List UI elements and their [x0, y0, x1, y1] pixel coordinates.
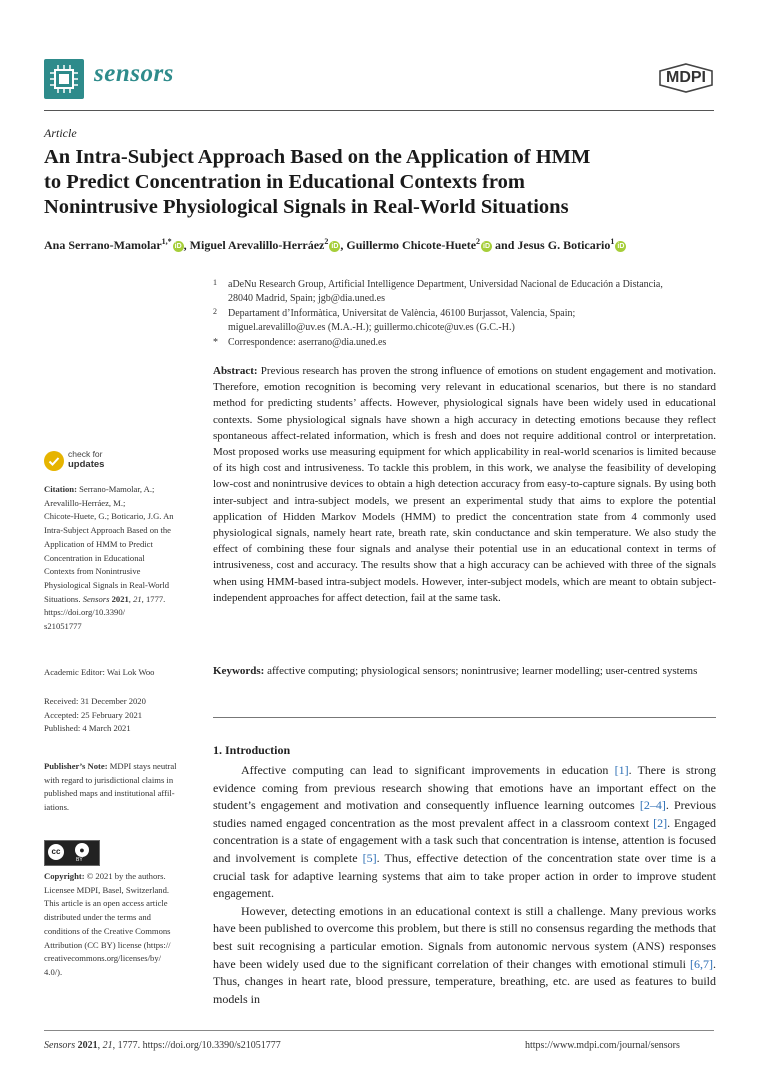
- academic-editor: Academic Editor: Wai Lok Woo: [44, 667, 155, 677]
- paper-title: [44, 145, 724, 220]
- copyright-line: distributed under the terms and: [44, 912, 151, 923]
- copyright-line[interactable]: 4.0/).: [44, 966, 63, 977]
- citation-line: Contexts from Nonintrusive: [44, 566, 141, 577]
- abstract-label: Abstract:: [213, 365, 258, 377]
- check-for-updates-button[interactable]: [44, 450, 124, 476]
- author-name[interactable]: Ana Serrano-Mamolar: [44, 238, 162, 252]
- copyright-line: This article is an open access article: [44, 898, 168, 909]
- citation-line: Intra-Subject Approach Based on the: [44, 525, 171, 536]
- citation-link[interactable]: [5]: [362, 850, 377, 865]
- citation-link[interactable]: [2]: [653, 815, 668, 830]
- citation-line: Physiological Signals in Real-World: [44, 579, 170, 590]
- publisher-note-line: with regard to jurisdictional claims in: [44, 774, 174, 785]
- text-run: . Previous studies named engaged concentration as the most prevalent affect in a classroom context: [213, 798, 717, 830]
- footer-doi[interactable]: , 1777. https://doi.org/10.3390/s21051777: [112, 1040, 281, 1051]
- citation-text: , 1777.: [141, 593, 166, 604]
- title-line: An Intra-Subject Approach Based on the Application of HMM: [44, 146, 591, 168]
- copyright-line: © 2021 by the authors.: [86, 871, 166, 881]
- citation-line: Situations. Sensors 2021, 21, 1777.: [44, 593, 166, 604]
- publisher-note-line: iations.: [44, 802, 70, 813]
- author-list: [44, 237, 626, 253]
- author-name[interactable]: Jesus G. Boticario: [517, 238, 611, 252]
- author-separator: ,: [183, 238, 190, 252]
- affiliations: [213, 278, 723, 350]
- abstract: [213, 363, 716, 606]
- title-line: Nonintrusive Physiological Signals in Real-World Situations: [44, 196, 569, 218]
- check-updates-line: updates: [68, 458, 105, 470]
- section-heading: 1. Introduction: [213, 743, 291, 757]
- text-run: . There is strong evidence coming from previous research showing that emotions have an important effect on the student’s engagement and motivation and consequently influence learning outcomes: [213, 763, 716, 813]
- author-affil-mark: 1,*: [161, 237, 172, 246]
- publisher-note-line: published maps and institutional affil-: [44, 788, 175, 799]
- citation-line: Application of HMM to Predict: [44, 538, 153, 549]
- author-name[interactable]: Miguel Arevalillo-Herráez: [189, 238, 325, 252]
- affiliation-line: aDeNu Research Group, Artificial Intelligence Department, Universidad Nacional de Educación a Distancia,: [228, 279, 663, 290]
- publisher-note-line: MDPI stays neutral: [109, 761, 177, 771]
- article-type: Article: [44, 126, 77, 140]
- text-run: . Thus, effective detection of the concentration state over time is a crucial task for adaptive learning systems that aim to take proper action in order to improve student engagement.: [213, 850, 716, 901]
- author-affil-mark: 1: [610, 237, 615, 246]
- author-separator: ,: [340, 238, 347, 252]
- cc-by-license-icon[interactable]: cc ● BY: [44, 840, 100, 866]
- citation-line: Arevalillo-Herráez, M.;: [44, 497, 126, 508]
- citation-line: Chicote-Huete, G.; Boticario, J.G. An: [44, 511, 174, 522]
- publisher-note-label: Publisher’s Note:: [44, 761, 108, 771]
- footer-citation: Sensors 2021, 21, 1777. https://doi.org/10.3390/s21051777: [44, 1040, 281, 1051]
- affiliation: [213, 307, 723, 334]
- affiliation-line: miguel.arevalillo@uv.es (M.A.-H.); guillermo.chicote@uv.es (G.C.-H.): [228, 321, 515, 333]
- footer-year: 2021: [77, 1040, 98, 1051]
- mdpi-logo: [657, 63, 715, 98]
- published-date: Published: 4 March 2021: [44, 723, 131, 734]
- citation-link[interactable]: [6,7]: [690, 956, 713, 971]
- footer-journal: Sensors: [44, 1040, 76, 1051]
- affiliation-line: 28040 Madrid, Spain; jgb@dia.uned.es: [228, 292, 385, 304]
- keywords-text: affective computing; physiological sensors; nonintrusive; learner modelling; user-centred systems: [267, 665, 698, 677]
- copyright-line: conditions of the Creative Commons: [44, 925, 171, 936]
- citation-doi-link[interactable]: s21051777: [44, 621, 82, 632]
- citation-doi-link[interactable]: https://doi.org/10.3390/: [44, 607, 126, 618]
- correspondence: [213, 336, 723, 350]
- orcid-icon[interactable]: iD: [331, 243, 339, 250]
- citation-journal: Sensors: [82, 593, 110, 604]
- check-updates-line: check for: [68, 449, 103, 459]
- header-rule: [44, 110, 714, 111]
- copyright-label: Copyright:: [44, 871, 85, 881]
- check-updates-icon: [44, 451, 64, 471]
- publisher-name: MDPI: [666, 69, 706, 86]
- orcid-icon[interactable]: iD: [483, 243, 491, 250]
- correspondence-mark: *: [213, 337, 218, 348]
- abstract-text: Previous research has proven the strong influence of emotions on student engagement and motivation. Therefore, emotion recognition is becoming very relevant in educational scenarios, but there is no standard method for predicting students’ affects. However, physiological signals have been widely used in educational contexts. Some physiological signals have shown a high accuracy in detecting emotions because they reflect spontaneous affect-related information, which is fresh and does not require additional control or interpretation. Most proposed works use measuring equipment for which applicability in real-world scenarios is limited because of its high cost and intrusiveness. To tackle this problem, in this work, we analyse the feasibility of developing low-cost and nonintrusive devices to obtain a high detection accuracy from easy-to-capture signals. By using both inter-subject and intra-subject models, we present an experimental study that aims to explore the potential application of Hidden Markov Models (HMM) to predict the concentration state from 4 commonly used physiological signals, namely heart rate, breath rate, skin conductance and skin temperature. We also study the effect of combining these four signals and analyse their potential use in an educational context in terms of intrusiveness, cost and accuracy. The results show that a high accuracy can be achieved with three of the signals when using HMM-based intra-subject models. However, inter-subject models, which are meant to obtain subject-independent approaches for affect detection, fail at the same task.: [213, 365, 717, 604]
- citation-line: Concentration in Educational: [44, 552, 145, 563]
- orcid-icon[interactable]: iD: [617, 243, 625, 250]
- accepted-date: Accepted: 25 February 2021: [44, 709, 143, 720]
- author-affil-mark: 2: [476, 237, 481, 246]
- citation-label: Citation:: [44, 484, 77, 494]
- title-line: to Predict Concentration in Educational Contexts from: [44, 171, 525, 193]
- paragraph: [213, 903, 716, 1009]
- keywords: [213, 663, 716, 679]
- citation-line: Serrano-Mamolar, A.;: [79, 484, 155, 494]
- received-date: Received: 31 December 2020: [44, 696, 146, 706]
- abstract-rule: [213, 717, 716, 718]
- text-run: . Engaged concentration is a state of engagement with a task such that concentration is intense, attention is focused and involvement is complete: [213, 815, 716, 865]
- affiliation-number: 1: [213, 278, 217, 287]
- copyright-line[interactable]: creativecommons.org/licenses/by/: [44, 953, 162, 964]
- section-body: [213, 762, 716, 1008]
- affiliation-line: Departament d’Informàtica, Universitat de València, 46100 Burjassot, Valencia, Spain;: [228, 308, 576, 319]
- citation-text: Situations.: [44, 593, 81, 604]
- author-affil-mark: 2: [324, 237, 329, 246]
- orcid-icon[interactable]: iD: [174, 243, 182, 250]
- citation-year: 2021: [111, 593, 129, 604]
- text-run: Affective computing can lead to significant improvements in education: [241, 763, 615, 777]
- copyright-block: [44, 870, 196, 980]
- affiliation: [213, 278, 723, 305]
- citation-link[interactable]: [2–4]: [639, 798, 666, 813]
- paragraph: [213, 762, 716, 903]
- footer-rule: [44, 1030, 714, 1031]
- journal-name: sensors: [94, 60, 174, 87]
- author-separator: and: [492, 238, 518, 252]
- author-name[interactable]: Guillermo Chicote-Huete: [346, 238, 477, 252]
- check-updates-label: [68, 450, 104, 469]
- sensors-logo-icon: [44, 59, 84, 99]
- footer-volume: 21: [102, 1040, 113, 1051]
- publication-dates: [44, 695, 196, 736]
- text-run: However, detecting emotions in an educational context is still a challenge. Many previous works have been published to overcome this problem, but there is still no consensus regarding the methods that best suit recognising a particular emotion. Signals from autonomic nervous system (ANS) responses have been widely used due to the significant correlation of their changes with emotional stimuli: [213, 903, 716, 971]
- copyright-line: Licensee MDPI, Basel, Switzerland.: [44, 884, 170, 895]
- text-run: . Thus, changes in heart rate, blood pressure, temperature, breathing, etc. are used as features to build models in: [213, 956, 716, 1006]
- copyright-line: Attribution (CC BY) license (https://: [44, 939, 171, 950]
- citation-volume: 21: [133, 593, 142, 604]
- citation-link[interactable]: [1]: [614, 763, 629, 777]
- affiliation-number: 2: [213, 307, 217, 316]
- correspondence-line: Correspondence: aserrano@dia.uned.es: [228, 337, 387, 348]
- keywords-label: Keywords:: [213, 665, 265, 677]
- citation-block: [44, 483, 196, 634]
- footer-url[interactable]: https://www.mdpi.com/journal/sensors: [525, 1040, 680, 1051]
- publisher-note: [44, 760, 196, 815]
